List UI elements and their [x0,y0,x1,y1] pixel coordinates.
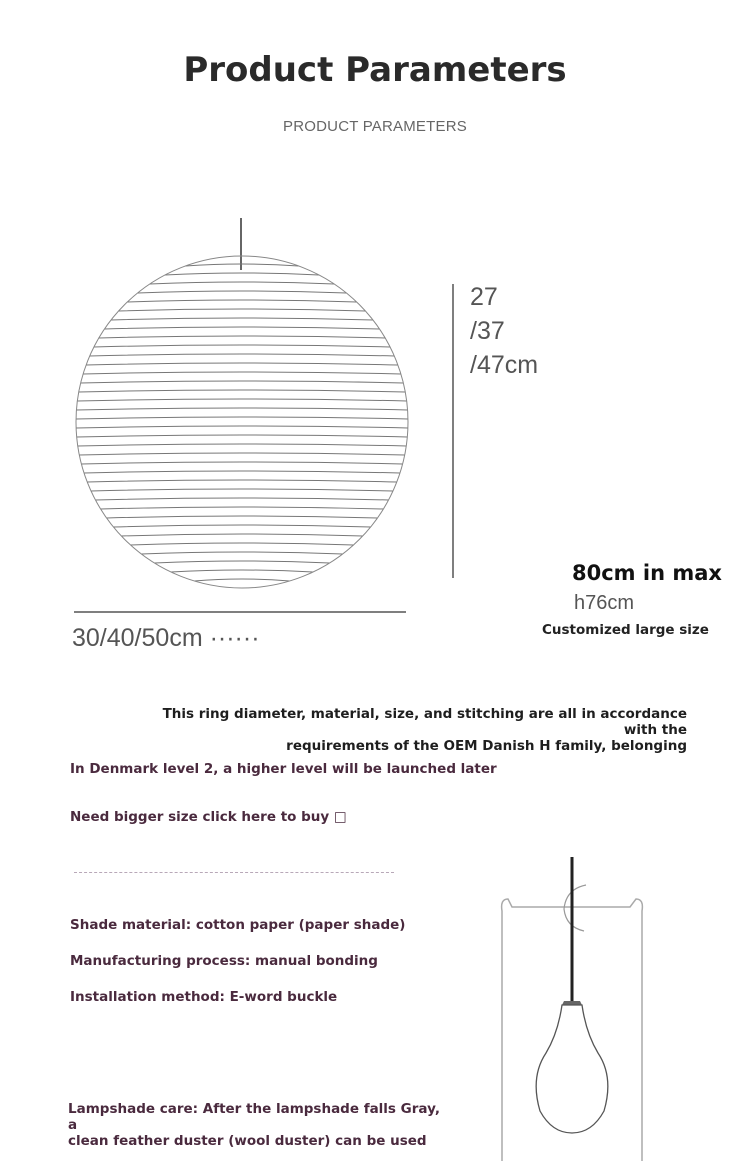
manufacturing-process-spec: Manufacturing process: manual bonding [70,953,378,969]
lantern-rib [91,489,393,491]
dashed-divider [74,872,394,873]
oem-note [140,706,687,754]
denmark-level-note: In Denmark level 2, a higher level will be launched later [70,761,497,777]
lantern-rib [131,543,354,545]
bulb-fixture-icon [490,855,660,1161]
lantern-rib [79,390,406,392]
lantern-rib [81,462,402,464]
care-line-1: Lampshade care: After the lampshade falls Gray, a [68,1101,440,1133]
lantern-rib [78,444,407,446]
lantern-rib [76,408,407,410]
lantern-rib [127,300,356,302]
lantern-rib [111,318,373,320]
lantern-rib [107,516,378,518]
lantern-rib [141,552,342,554]
oem-note-line-1: This ring diameter, material, size, and stitching are all in accordance with the [162,706,687,738]
height-dimensions [470,280,538,382]
lantern-rib [113,525,370,527]
lantern-rib [150,282,335,284]
lantern-rib [77,399,406,401]
lantern-rib [99,336,385,338]
lantern-rib [154,561,329,563]
lantern-rib [94,345,390,347]
width-dimensions: 30/40/50cm ······ [72,624,260,652]
page-title: Product Parameters [183,50,567,90]
lantern-rib [79,453,404,455]
lantern-rib [86,363,398,365]
oem-note-line-2: requirements of the OEM Danish H family, belonging [286,738,687,754]
lantern-rib [77,435,408,437]
lantern-rib [138,291,347,293]
height-line-3: /47cm [470,351,539,379]
lampshade-care-spec [68,1101,448,1149]
lantern-rib [119,309,366,311]
max-size-label: 80cm in max [572,561,722,585]
lantern-rib [101,507,384,509]
max-height-label: h76cm [574,592,635,614]
lantern-rib [83,372,401,374]
lantern-rib [165,273,319,275]
lantern-rib [121,534,362,536]
care-line-2: clean feather duster (wool duster) can be used [68,1133,427,1149]
buy-bigger-size-link[interactable]: Need bigger size click here to buy □ [70,809,347,825]
lantern-rib [87,480,397,482]
lantern-rib [104,327,379,329]
shade-material-spec: Shade material: cotton paper (paper shade) [70,917,406,933]
custom-size-note: Customized large size [542,622,709,638]
paper-lantern-icon [60,210,480,620]
lantern-rib [76,417,408,419]
lantern-rib [95,498,388,500]
lantern-rib [194,579,289,581]
lantern-rib [171,570,313,572]
height-line-1: 27 [470,283,498,311]
lantern-rib [81,381,404,383]
lantern-rib [84,471,400,473]
lantern-rib [90,354,395,356]
lantern-rib [76,426,408,428]
height-line-2: /37 [470,317,505,345]
installation-method-spec: Installation method: E-word buckle [70,989,338,1005]
page-subtitle: PRODUCT PARAMETERS [283,118,467,135]
